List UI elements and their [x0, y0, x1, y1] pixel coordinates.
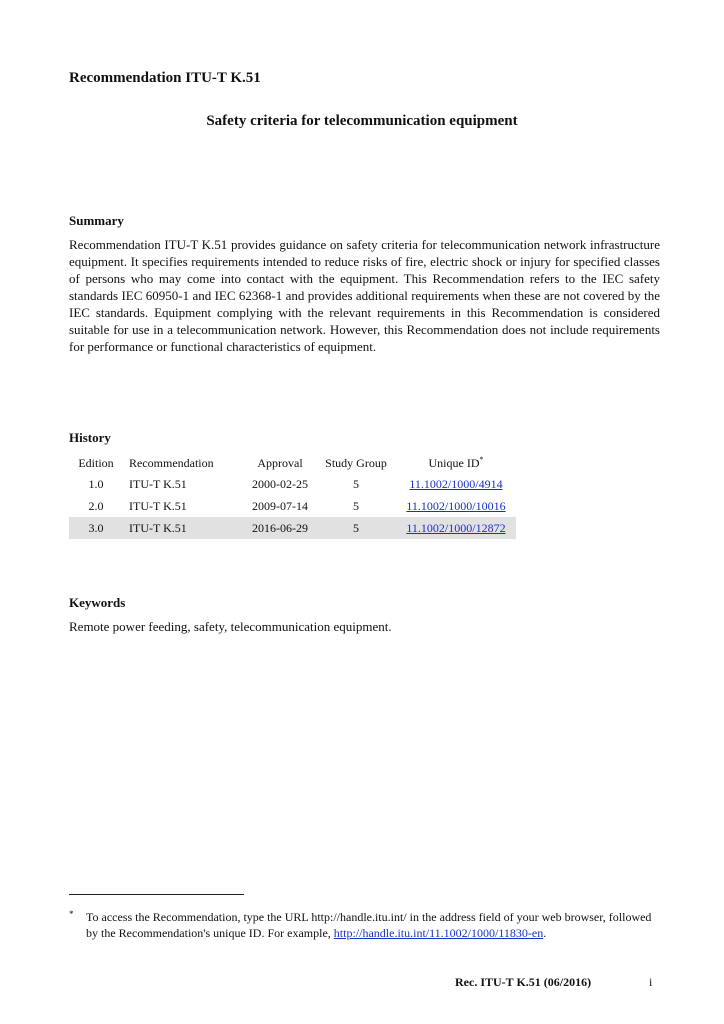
- cell-study-group: 5: [316, 517, 396, 539]
- col-study-group: Study Group: [325, 455, 387, 470]
- summary-text: Recommendation ITU-T K.51 provides guidance on safety criteria for telecommunication network infrastructure equipment. It specifies requirements intended to reduce risks of fire, electric shock or injury for specified classes of persons who may come into contact with the equipment. This Recommendation refers to the IEC safety standards IEC 60950-1 and IEC 62368-1 and provides additional requirements when these are not covered by the IEC standards. Equipment complying with the relevant requirements in this Recommendation is considered suitable for use in a telecommunication network. However, this Recommendation does not include requirements for performance or functional characteristics of equipment.: [69, 237, 660, 354]
- footnote-mark: *: [69, 909, 74, 919]
- col-recommendation: Recommendation: [129, 455, 214, 470]
- cell-approval: 2016-06-29: [244, 517, 316, 539]
- cell-approval: 2000-02-25: [252, 476, 308, 491]
- cell-approval: 2009-07-14: [252, 498, 308, 513]
- cell-recommendation: ITU-T K.51: [123, 517, 244, 539]
- cell-edition: 3.0: [69, 517, 123, 539]
- cell-recommendation: ITU-T K.51: [129, 498, 187, 513]
- table-row: [69, 517, 516, 539]
- col-edition: Edition: [78, 455, 114, 470]
- col-unique-id: Unique ID*: [428, 455, 484, 470]
- footer-reference: Rec. ITU-T K.51 (06/2016): [455, 975, 592, 989]
- unique-id-link[interactable]: 11.1002/1000/10016: [406, 498, 506, 513]
- col-approval: Approval: [257, 455, 303, 470]
- cell-unique-id: [396, 473, 516, 495]
- cell-study-group: 5: [353, 476, 359, 491]
- summary-heading: Summary: [69, 213, 124, 228]
- cell-recommendation: ITU-T K.51: [129, 476, 187, 491]
- page-number: i: [649, 975, 653, 989]
- recommendation-title: Recommendation ITU-T K.51: [69, 70, 261, 86]
- history-heading: History: [69, 430, 111, 445]
- history-table: [69, 453, 516, 539]
- cell-study-group: 5: [353, 498, 359, 513]
- footnote-divider: [69, 894, 244, 895]
- unique-id-link[interactable]: 11.1002/1000/4914: [409, 476, 503, 491]
- history-table-header: [69, 453, 516, 473]
- footnote-ref: *: [479, 455, 484, 464]
- unique-id-link[interactable]: 11.1002/1000/12872: [406, 520, 506, 535]
- cell-edition: 2.0: [88, 498, 104, 513]
- keywords-heading: Keywords: [69, 595, 126, 610]
- cell-unique-id: [396, 495, 516, 517]
- table-row: [69, 473, 516, 495]
- document-subtitle: Safety criteria for telecommunication equipment: [206, 113, 518, 129]
- table-row: [69, 495, 516, 517]
- cell-edition: 1.0: [88, 476, 104, 491]
- cell-unique-id: [396, 517, 516, 539]
- keywords-text: Remote power feeding, safety, telecommunication equipment.: [69, 619, 392, 634]
- footnote-text: To access the Recommendation, type the URL http://handle.itu.int/ in the address field of your web browser, followed by the Recommendation's unique ID. For example, http://handle.itu.int/11.1002/1000/11830-en.: [86, 910, 652, 940]
- footnote-example-link[interactable]: http://handle.itu.int/11.1002/1000/11830-en: [333, 926, 544, 940]
